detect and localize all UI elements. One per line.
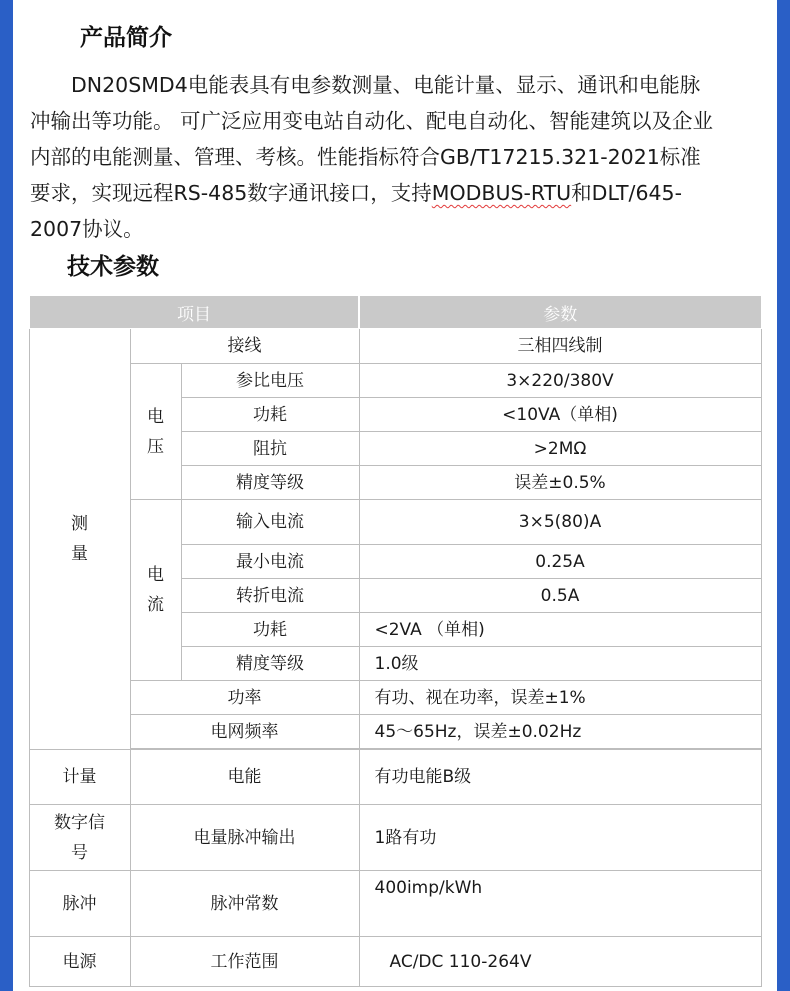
group-voltage: 电 压 bbox=[130, 364, 181, 500]
row-label: 转折电流 bbox=[181, 579, 359, 613]
intro-line-4-start: 要求，实现远程RS-485数字通讯接口，支持 bbox=[30, 181, 432, 205]
group-metering: 计量 bbox=[29, 750, 130, 805]
row-value: 400imp/kWh bbox=[359, 871, 761, 937]
row-value: 3×5(80)A bbox=[359, 500, 761, 545]
row-label: 精度等级 bbox=[181, 647, 359, 681]
intro-paragraph bbox=[30, 67, 780, 247]
intro-line-4-end: 和DLT/645- bbox=[571, 181, 682, 205]
row-label: 功耗 bbox=[181, 613, 359, 647]
header-param: 参数 bbox=[359, 296, 761, 329]
table-row bbox=[29, 364, 761, 398]
row-value: >2MΩ bbox=[359, 432, 761, 466]
group-current: 电 流 bbox=[130, 500, 181, 681]
row-value: 误差±0.5% bbox=[359, 466, 761, 500]
group-pulse: 脉冲 bbox=[29, 871, 130, 937]
table-row bbox=[29, 715, 761, 749]
row-label: 功率 bbox=[130, 681, 359, 715]
table-row bbox=[29, 805, 761, 871]
spec-table bbox=[28, 295, 762, 987]
intro-line-4 bbox=[30, 175, 780, 211]
row-value: 0.25A bbox=[359, 545, 761, 579]
header-item: 项目 bbox=[29, 296, 359, 329]
row-label: 电网频率 bbox=[130, 715, 359, 749]
row-label: 最小电流 bbox=[181, 545, 359, 579]
spellcheck-flagged-word: MODBUS-RTU bbox=[431, 181, 572, 205]
row-label: 精度等级 bbox=[181, 466, 359, 500]
row-value: AC/DC 110-264V bbox=[359, 937, 761, 987]
row-label: 功耗 bbox=[181, 398, 359, 432]
table-row bbox=[29, 937, 761, 987]
row-label: 接线 bbox=[130, 329, 359, 364]
table-row bbox=[29, 871, 761, 937]
row-label: 输入电流 bbox=[181, 500, 359, 545]
row-value: 45～65Hz，误差±0.02Hz bbox=[359, 715, 761, 749]
row-value: 1路有功 bbox=[359, 805, 761, 871]
row-label: 脉冲常数 bbox=[130, 871, 359, 937]
row-value: 三相四线制 bbox=[359, 329, 761, 364]
row-label: 阻抗 bbox=[181, 432, 359, 466]
row-label: 参比电压 bbox=[181, 364, 359, 398]
row-label: 电量脉冲输出 bbox=[130, 805, 359, 871]
spec-heading: 技术参数 bbox=[67, 254, 159, 280]
intro-line-1: DN20SMD4电能表具有电参数测量、电能计量、显示、通讯和电能脉 bbox=[71, 73, 701, 97]
row-value: <10VA（单相) bbox=[359, 398, 761, 432]
group-digital: 数字信 号 bbox=[29, 805, 130, 871]
table-row bbox=[29, 681, 761, 715]
intro-line-5: 2007协议。 bbox=[30, 217, 144, 241]
left-border-bar bbox=[0, 0, 13, 991]
row-value: 3×220/380V bbox=[359, 364, 761, 398]
spec-header-row bbox=[29, 296, 761, 329]
intro-line-3: 内部的电能测量、管理、考核。性能指标符合GB/T17215.321-2021标准 bbox=[30, 145, 701, 169]
row-value: 1.0级 bbox=[359, 647, 761, 681]
group-supply: 电源 bbox=[29, 937, 130, 987]
intro-line-2: 冲输出等功能。 可广泛应用变电站自动化、配电自动化、智能建筑以及企业 bbox=[30, 109, 714, 133]
row-value: 0.5A bbox=[359, 579, 761, 613]
row-value: 有功、视在功率，误差±1% bbox=[359, 681, 761, 715]
table-row bbox=[29, 750, 761, 805]
row-label: 工作范围 bbox=[130, 937, 359, 987]
table-row bbox=[29, 500, 761, 545]
table-row bbox=[29, 329, 761, 364]
intro-heading: 产品简介 bbox=[80, 25, 172, 51]
row-label: 电能 bbox=[130, 750, 359, 805]
group-measure: 测 量 bbox=[29, 329, 130, 750]
row-value: <2VA （单相) bbox=[359, 613, 761, 647]
row-value: 有功电能B级 bbox=[359, 750, 761, 805]
